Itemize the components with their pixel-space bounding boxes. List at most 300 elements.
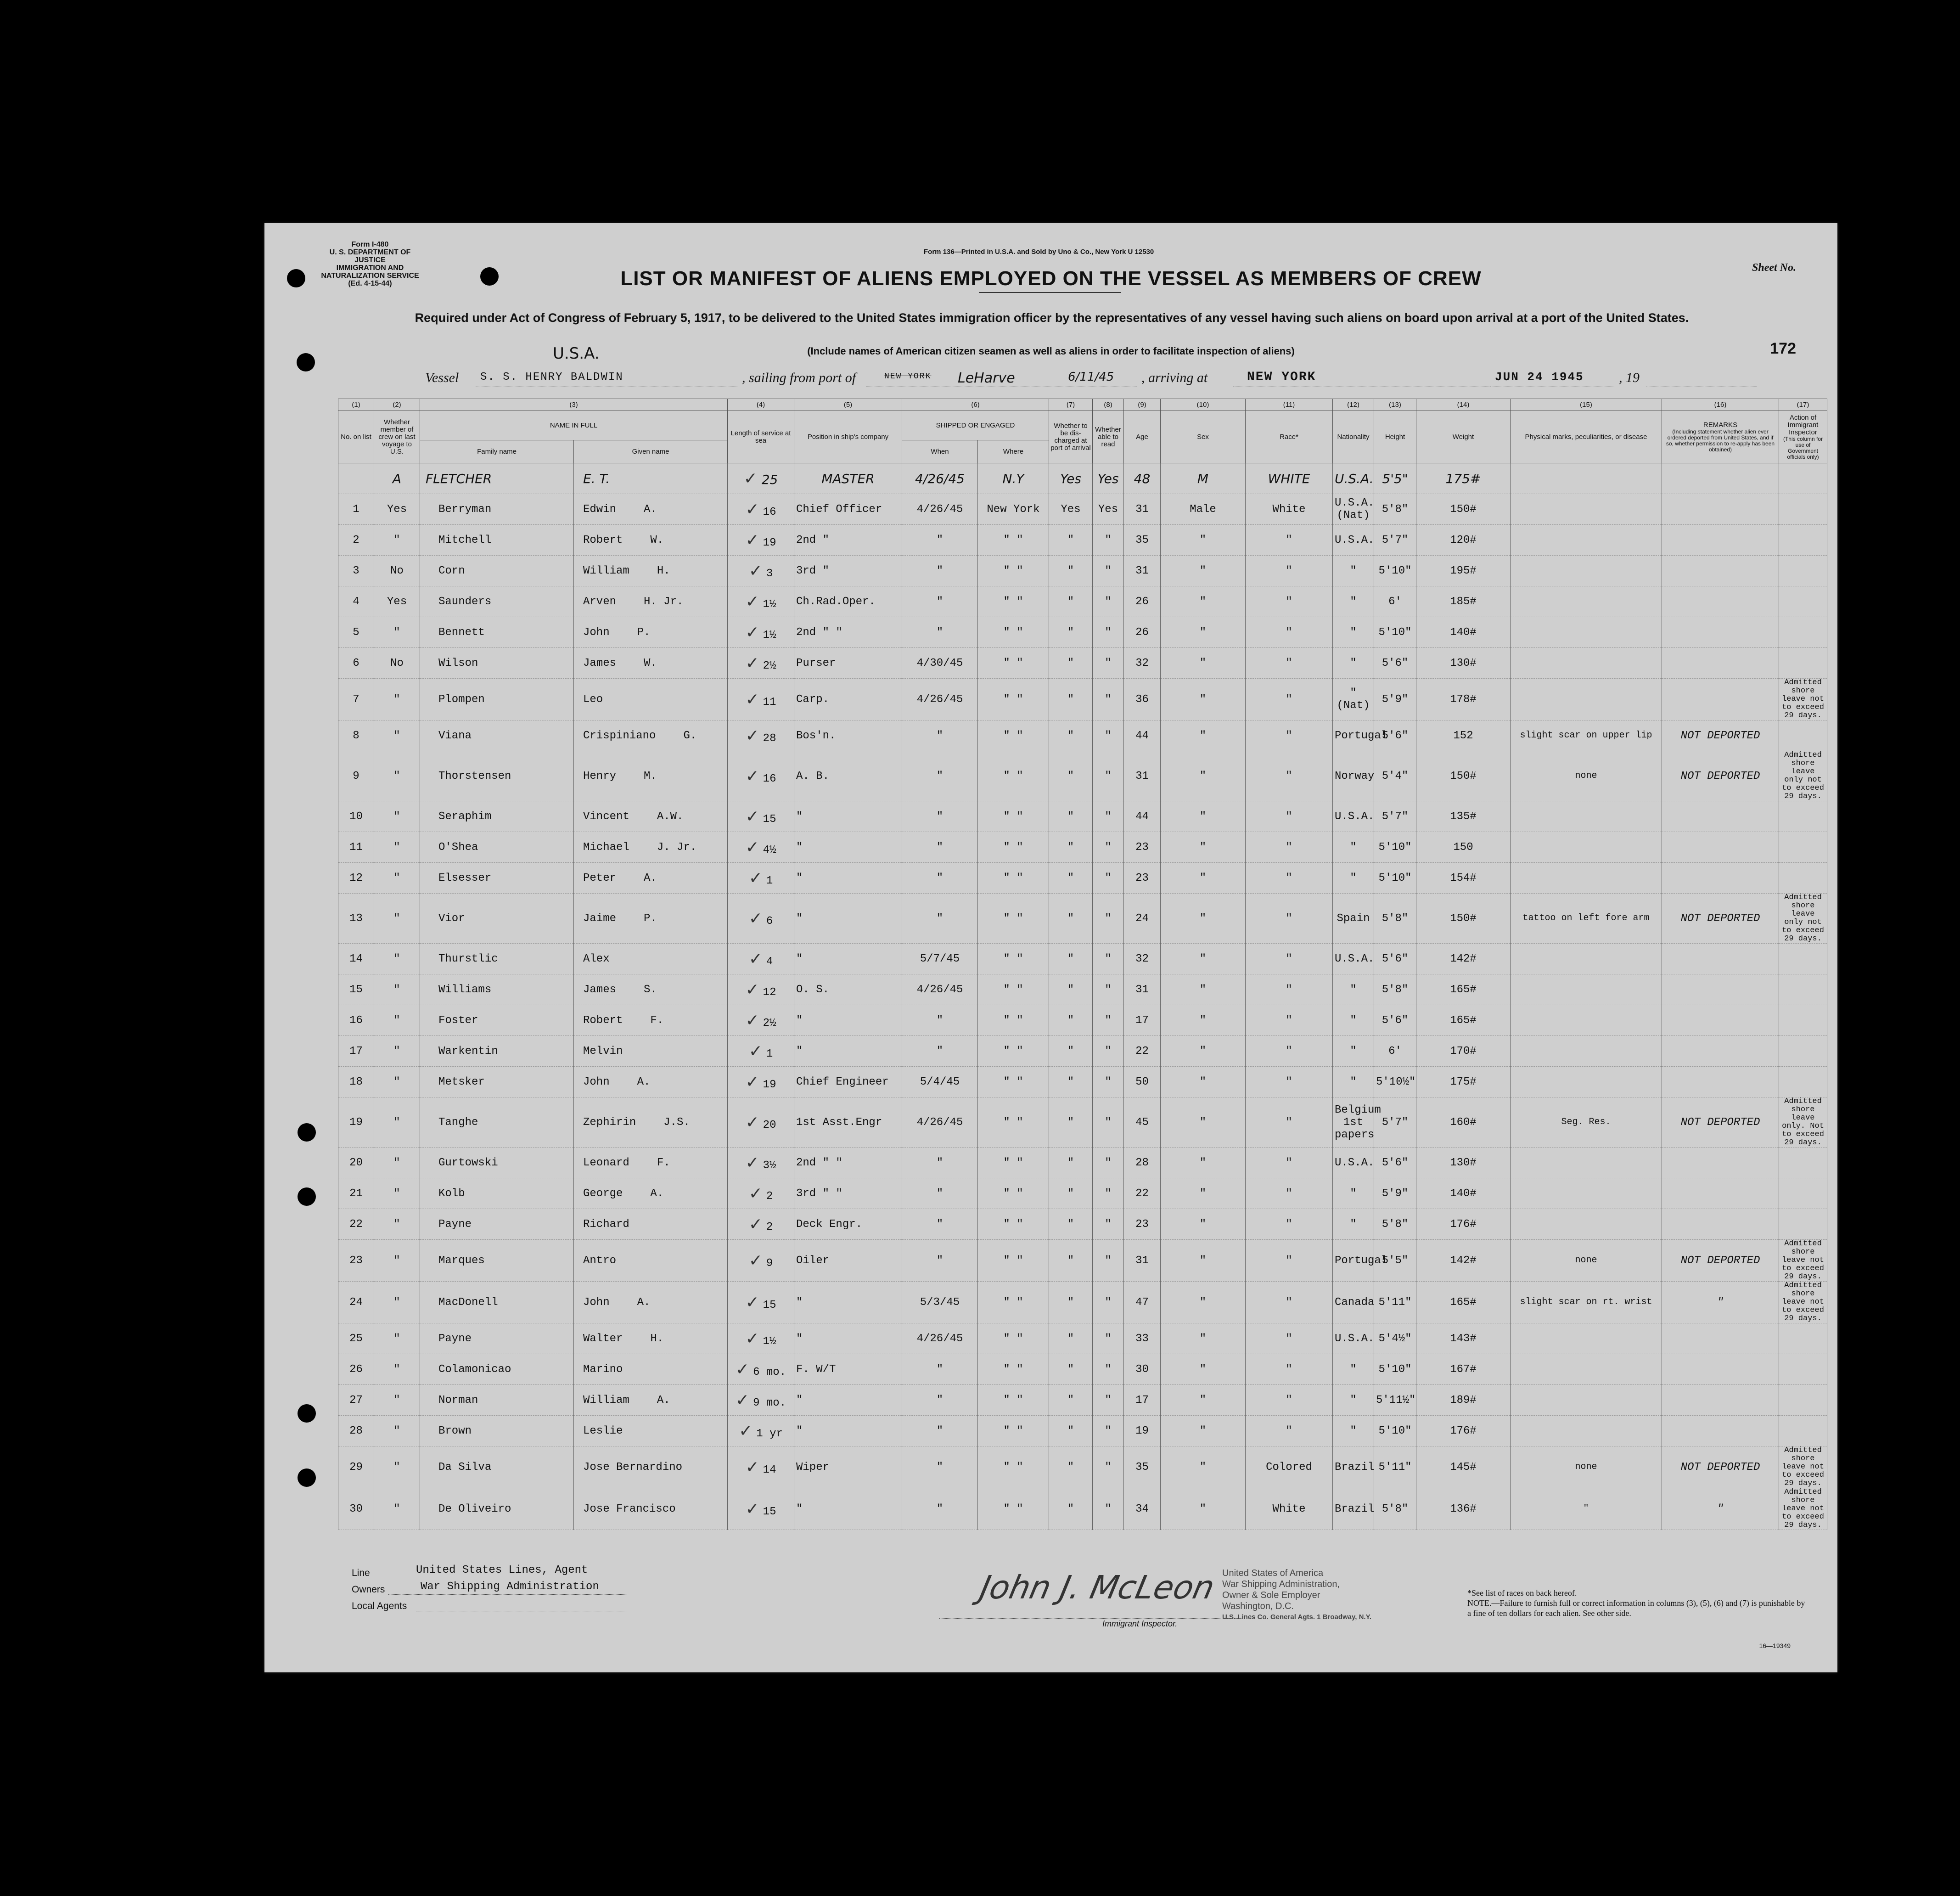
check-mark: ✓	[745, 530, 759, 550]
marks-text: none	[1575, 1255, 1597, 1266]
header-remarks	[1662, 411, 1779, 463]
cell-weight: 189#	[1416, 1385, 1511, 1416]
crew-row	[338, 1385, 1827, 1416]
check-mark: ✓	[748, 1184, 763, 1203]
col-num: (2)	[374, 399, 420, 411]
cell-read: "	[1093, 944, 1124, 974]
cell-weight: 135#	[1416, 801, 1511, 832]
cell-when: "	[902, 1036, 978, 1067]
cell-race: "	[1246, 1323, 1333, 1354]
service-value: 12	[763, 986, 776, 999]
cell-when: "	[902, 1354, 978, 1385]
cell-read: "	[1093, 832, 1124, 863]
marks-text: slight scar on upper lip	[1520, 730, 1652, 741]
cell-sex: "	[1161, 1005, 1246, 1036]
cell-position: "	[794, 1385, 902, 1416]
cell-no: 19	[338, 1097, 374, 1148]
cell-prev: "	[374, 974, 420, 1005]
service-value: 28	[763, 732, 776, 745]
cell-service	[728, 679, 794, 720]
cell-age: 48	[1124, 463, 1161, 494]
middle-initial: H. Jr.	[644, 595, 684, 608]
cell-position: "	[794, 1282, 902, 1323]
cell-discharged: Yes	[1049, 494, 1093, 525]
cell-height: 5'8"	[1374, 894, 1416, 944]
header-physical-marks: Physical marks, peculiarities, or disease	[1511, 411, 1662, 463]
service-value: 2½	[763, 659, 776, 672]
legal-requirement: Required under Act of Congress of February 5, 1917, to be delivered to the United States immigration officer by the representatives of any vessel having such aliens on board upon arrival at a port of the United States.	[415, 311, 1689, 325]
cell-sex: Male	[1161, 494, 1246, 525]
cell-discharged: "	[1049, 679, 1093, 720]
cell-height: 5'10"	[1374, 832, 1416, 863]
cell-action	[1779, 1416, 1827, 1446]
cell-nationality	[1333, 801, 1374, 832]
cell-read: "	[1093, 1097, 1124, 1148]
given-name: Zephirin	[583, 1116, 636, 1129]
cell-family: Viana	[420, 720, 574, 751]
cell-height: 5'10"	[1374, 863, 1416, 894]
cell-sex: "	[1161, 525, 1246, 556]
cell-height: 5'11"	[1374, 1282, 1416, 1323]
cell-age: 28	[1124, 1148, 1161, 1178]
cell-service	[728, 1385, 794, 1416]
cell-position: "	[794, 1323, 902, 1354]
check-mark: ✓	[745, 1011, 759, 1030]
cell-race: White	[1246, 494, 1333, 525]
cell-race: "	[1246, 1209, 1333, 1240]
cell-remarks: NOT DEPORTED	[1662, 1240, 1779, 1282]
given-name: Peter	[583, 872, 617, 884]
col-num: (9)	[1124, 399, 1161, 411]
cell-race: "	[1246, 617, 1333, 648]
cell-family: Berryman	[420, 494, 574, 525]
cell-when: 4/26/45	[902, 1323, 978, 1354]
cell-family: Plompen	[420, 679, 574, 720]
cell-remarks	[1662, 832, 1779, 863]
cell-service	[728, 1354, 794, 1385]
cell-race: "	[1246, 1240, 1333, 1282]
nat-text: Belgium 1st papers	[1335, 1103, 1381, 1141]
crew-row	[338, 1097, 1827, 1148]
cell-read: "	[1093, 1209, 1124, 1240]
cell-when: "	[902, 525, 978, 556]
cell-action	[1779, 1488, 1827, 1530]
nat-text: "	[1350, 564, 1357, 577]
cell-service	[728, 974, 794, 1005]
cell-weight: 175#	[1416, 463, 1511, 494]
crew-row	[338, 617, 1827, 648]
middle-initial: A.	[657, 1394, 670, 1407]
marks-text: slight scar on rt. wrist	[1520, 1297, 1652, 1307]
cell-remarks	[1662, 617, 1779, 648]
service-value: 1 yr	[756, 1427, 783, 1440]
header-where: Where	[978, 440, 1049, 463]
col-num: (10)	[1161, 399, 1246, 411]
cell-given	[574, 494, 728, 525]
marks-text: none	[1575, 1462, 1597, 1472]
cell-where: " "	[978, 679, 1049, 720]
col-num: (12)	[1333, 399, 1374, 411]
cell-read: "	[1093, 1148, 1124, 1178]
cell-marks	[1511, 556, 1662, 586]
cell-age: 17	[1124, 1385, 1161, 1416]
cell-prev: "	[374, 1005, 420, 1036]
cell-weight: 150#	[1416, 894, 1511, 944]
cell-race: "	[1246, 1036, 1333, 1067]
cell-discharged: "	[1049, 863, 1093, 894]
cell-prev: No	[374, 556, 420, 586]
nat-text: Brazil	[1335, 1461, 1375, 1474]
middle-initial: W.	[650, 534, 664, 546]
given-name: Melvin	[583, 1045, 623, 1058]
cell-where: " "	[978, 586, 1049, 617]
crew-row	[338, 1036, 1827, 1067]
nat-text: Norway	[1335, 770, 1375, 782]
cell-family: Seraphim	[420, 801, 574, 832]
cell-prev: A	[374, 463, 420, 494]
cell-height: 5'11½"	[1374, 1385, 1416, 1416]
cell-weight: 140#	[1416, 617, 1511, 648]
cell-nationality	[1333, 1323, 1374, 1354]
cell-prev: "	[374, 1488, 420, 1530]
cell-remarks	[1662, 1323, 1779, 1354]
cell-height: 5'6"	[1374, 648, 1416, 679]
cell-remarks	[1662, 463, 1779, 494]
cell-sex: "	[1161, 1209, 1246, 1240]
col-num: (17)	[1779, 399, 1827, 411]
service-value: 6 mo.	[753, 1366, 786, 1378]
cell-race: "	[1246, 1005, 1333, 1036]
cell-when: "	[902, 1385, 978, 1416]
cell-weight: 142#	[1416, 1240, 1511, 1282]
cell-discharged: "	[1049, 1323, 1093, 1354]
cell-discharged: "	[1049, 556, 1093, 586]
cell-family: Foster	[420, 1005, 574, 1036]
check-mark: ✓	[745, 690, 759, 709]
service-value: 6	[766, 915, 773, 928]
cell-marks	[1511, 1354, 1662, 1385]
cell-remarks	[1662, 1148, 1779, 1178]
cell-where: " "	[978, 1178, 1049, 1209]
cell-read: Yes	[1093, 494, 1124, 525]
cell-age: 17	[1124, 1005, 1161, 1036]
cell-where: " "	[978, 832, 1049, 863]
cell-read: "	[1093, 720, 1124, 751]
struck-port: NEW YORK	[884, 372, 932, 381]
crew-row	[338, 556, 1827, 586]
given-name: Leslie	[583, 1424, 623, 1437]
cell-remarks	[1662, 525, 1779, 556]
cell-race: "	[1246, 801, 1333, 832]
cell-action	[1779, 801, 1827, 832]
cell-action	[1779, 525, 1827, 556]
cell-race: "	[1246, 1354, 1333, 1385]
cell-family: Saunders	[420, 586, 574, 617]
cell-age: 33	[1124, 1323, 1161, 1354]
cell-height: 5'7"	[1374, 801, 1416, 832]
cell-family: MacDonell	[420, 1282, 574, 1323]
crew-row	[338, 894, 1827, 944]
cell-nationality	[1333, 894, 1374, 944]
action-text: Admitted shore leave not to exceed 29 days.	[1782, 1239, 1824, 1281]
cell-nationality	[1333, 1148, 1374, 1178]
cell-prev: No	[374, 648, 420, 679]
cell-marks	[1511, 1282, 1662, 1323]
cell-when: "	[902, 617, 978, 648]
crew-row	[338, 863, 1827, 894]
nat-text: U.S.A.	[1335, 1156, 1375, 1169]
service-value: 20	[763, 1119, 776, 1131]
cell-service	[728, 617, 794, 648]
given-name: William	[583, 1394, 629, 1407]
manifest-footer	[338, 1550, 1827, 1656]
cell-position: A. B.	[794, 751, 902, 801]
cell-position: Bos'n.	[794, 720, 902, 751]
check-mark: ✓	[748, 1251, 763, 1270]
cell-family: Thurstlic	[420, 944, 574, 974]
service-value: 4½	[763, 844, 776, 856]
cell-family: Mitchell	[420, 525, 574, 556]
col-num: (13)	[1374, 399, 1416, 411]
cell-given	[574, 1354, 728, 1385]
service-value: 1	[766, 874, 773, 887]
given-name: Jose Francisco	[583, 1502, 676, 1515]
cell-remarks	[1662, 1385, 1779, 1416]
cell-family: Wilson	[420, 648, 574, 679]
crew-row	[338, 1178, 1827, 1209]
cell-discharged: "	[1049, 801, 1093, 832]
cell-nationality	[1333, 1097, 1381, 1148]
cell-service	[728, 586, 794, 617]
cell-no: 12	[338, 863, 374, 894]
cell-no: 2	[338, 525, 374, 556]
cell-weight: 160#	[1416, 1097, 1511, 1148]
crew-row	[338, 648, 1827, 679]
nat-text: "	[1350, 1187, 1357, 1200]
cell-family: Vior	[420, 894, 574, 944]
cell-position: "	[794, 1036, 902, 1067]
cell-race: White	[1246, 1488, 1333, 1530]
cell-nationality	[1333, 1178, 1374, 1209]
crew-row	[338, 720, 1827, 751]
cell-weight: 176#	[1416, 1416, 1511, 1446]
cell-where: " "	[978, 648, 1049, 679]
cell-position: "	[794, 1488, 902, 1530]
manifest-title: LIST OR MANIFEST OF ALIENS EMPLOYED ON THE VESSEL AS MEMBERS OF CREW	[620, 267, 1482, 290]
action-title: Action of Immigrant Inspector	[1787, 413, 1819, 436]
voyage-line	[425, 370, 1789, 388]
cell-prev: "	[374, 1209, 420, 1240]
cell-weight: 176#	[1416, 1209, 1511, 1240]
cell-height: 5'5"	[1374, 463, 1416, 494]
cell-action	[1779, 1446, 1827, 1488]
cell-no: 20	[338, 1148, 374, 1178]
given-name: George	[583, 1187, 623, 1200]
cell-nationality	[1333, 863, 1374, 894]
cell-height: 5'11"	[1374, 1446, 1416, 1488]
cell-sex: "	[1161, 751, 1246, 801]
cell-height: 5'9"	[1374, 1178, 1416, 1209]
crew-row	[338, 1416, 1827, 1446]
cell-age: 24	[1124, 894, 1161, 944]
cell-read: "	[1093, 1416, 1124, 1446]
nat-text: "	[1350, 1014, 1357, 1027]
col-num: (4)	[728, 399, 794, 411]
stamp-line: United States of America	[1222, 1568, 1324, 1578]
cell-discharged: "	[1049, 1240, 1093, 1282]
cell-discharged: "	[1049, 617, 1093, 648]
cell-marks	[1511, 944, 1662, 974]
cell-prev: "	[374, 720, 420, 751]
service-value: 16	[763, 506, 776, 518]
cell-height: 5'7"	[1374, 1097, 1416, 1148]
cell-read: "	[1093, 1178, 1124, 1209]
check-mark: ✓	[745, 1153, 759, 1172]
cell-given	[574, 720, 728, 751]
cell-remarks: NOT DEPORTED	[1662, 1446, 1779, 1488]
line-label: Line	[352, 1568, 370, 1578]
cell-when: "	[902, 1416, 978, 1446]
cell-age: 30	[1124, 1354, 1161, 1385]
cell-action	[1779, 720, 1827, 751]
cell-prev: "	[374, 679, 420, 720]
marks-text: Seg. Res.	[1561, 1117, 1611, 1127]
crew-row	[338, 586, 1827, 617]
nat-text: "	[1350, 595, 1357, 608]
punch-hole	[298, 1187, 316, 1206]
cell-nationality	[1333, 1488, 1374, 1530]
cell-no: 7	[338, 679, 374, 720]
crew-row	[338, 944, 1827, 974]
cell-read: "	[1093, 586, 1124, 617]
cell-race: "	[1246, 556, 1333, 586]
department-label: U. S. DEPARTMENT OF JUSTICE	[329, 248, 411, 264]
cell-read: Yes	[1093, 463, 1124, 494]
header-given-name: Given name	[574, 440, 728, 463]
cell-when: "	[902, 556, 978, 586]
form-number: 16—19349	[1759, 1642, 1791, 1649]
master-row	[338, 463, 1827, 494]
cell-race: "	[1246, 586, 1333, 617]
cell-marks	[1511, 801, 1662, 832]
given-name: William	[583, 564, 629, 577]
cell-position: Oiler	[794, 1240, 902, 1282]
cell-given	[574, 1416, 728, 1446]
cell-given	[574, 525, 728, 556]
cell-discharged: "	[1049, 1446, 1093, 1488]
cell-remarks	[1662, 1209, 1779, 1240]
cell-discharged: "	[1049, 525, 1093, 556]
cell-weight: 145#	[1416, 1446, 1511, 1488]
cell-service	[728, 1067, 794, 1097]
cell-discharged: "	[1049, 832, 1093, 863]
given-name: Vincent	[583, 810, 629, 823]
cell-given	[574, 1240, 728, 1282]
header-no-on-list: No. on list	[338, 411, 374, 463]
check-mark: ✓	[745, 1072, 759, 1091]
header-height: Height	[1374, 411, 1416, 463]
middle-initial: A.	[650, 1187, 664, 1200]
service-value: 2	[766, 1221, 773, 1233]
cell-weight: 185#	[1416, 586, 1511, 617]
cell-prev: "	[374, 801, 420, 832]
cell-family: Brown	[420, 1416, 574, 1446]
cell-where: " "	[978, 720, 1049, 751]
marks-text: "	[1583, 1503, 1589, 1514]
cell-service	[728, 1240, 794, 1282]
cell-when: "	[902, 1488, 978, 1530]
punch-hole	[298, 1123, 316, 1142]
cell-given	[574, 1209, 728, 1240]
cell-race: "	[1246, 944, 1333, 974]
cell-age: 35	[1124, 525, 1161, 556]
form-number-label: Form I-480	[351, 241, 389, 248]
cell-family: Colamonicao	[420, 1354, 574, 1385]
given-name: Antro	[583, 1254, 617, 1267]
cell-where: " "	[978, 863, 1049, 894]
cell-prev: "	[374, 1067, 420, 1097]
cell-family: Norman	[420, 1385, 574, 1416]
cell-where: " "	[978, 944, 1049, 974]
cell-nationality	[1333, 1209, 1374, 1240]
cell-position: "	[794, 832, 902, 863]
cell-height: 5'4½"	[1374, 1323, 1416, 1354]
printer-line: Form 136—Printed in U.S.A. and Sold by Uno & Co., New York U 12530	[924, 248, 1154, 256]
cell-race: "	[1246, 1148, 1333, 1178]
cell-race: "	[1246, 894, 1333, 944]
action-text: Admitted shore leave not to exceed 29 days.	[1782, 678, 1824, 720]
cell-given	[574, 1488, 728, 1530]
middle-initial: M.	[644, 770, 657, 782]
cell-discharged: "	[1049, 974, 1093, 1005]
cell-when: "	[902, 720, 978, 751]
cell-no: 26	[338, 1354, 374, 1385]
service-value: 9	[766, 1257, 773, 1270]
local-agents-label: Local Agents	[352, 1601, 407, 1611]
cell-given: E. T.	[574, 463, 728, 494]
col-num: (14)	[1416, 399, 1511, 411]
service-value: 1½	[763, 598, 776, 611]
cell-where: " "	[978, 617, 1049, 648]
cell-discharged: "	[1049, 1416, 1093, 1446]
cell-read: "	[1093, 1323, 1124, 1354]
cell-weight: 143#	[1416, 1323, 1511, 1354]
given-name: Robert	[583, 1014, 623, 1027]
cell-action	[1779, 679, 1827, 720]
nat-text: U.S.A.	[1335, 534, 1375, 546]
punch-hole	[298, 1468, 316, 1487]
col-num: (3)	[420, 399, 728, 411]
crew-row	[338, 1354, 1827, 1385]
cell-sex: "	[1161, 556, 1246, 586]
crew-row	[338, 832, 1827, 863]
cell-height: 5'10"	[1374, 556, 1416, 586]
cell-when: "	[902, 863, 978, 894]
cell-family: Gurtowski	[420, 1148, 574, 1178]
cell-discharged: Yes	[1049, 463, 1093, 494]
cell-action	[1779, 751, 1827, 801]
service-value: 11	[763, 696, 776, 709]
cell-family: Payne	[420, 1323, 574, 1354]
cell-service	[728, 494, 794, 525]
cell-remarks	[1662, 494, 1779, 525]
crew-row	[338, 1148, 1827, 1178]
check-mark: ✓	[748, 1215, 763, 1234]
cell-age: 34	[1124, 1488, 1161, 1530]
cell-when: 4/30/45	[902, 648, 978, 679]
cell-service	[728, 1446, 794, 1488]
cell-marks	[1511, 648, 1662, 679]
